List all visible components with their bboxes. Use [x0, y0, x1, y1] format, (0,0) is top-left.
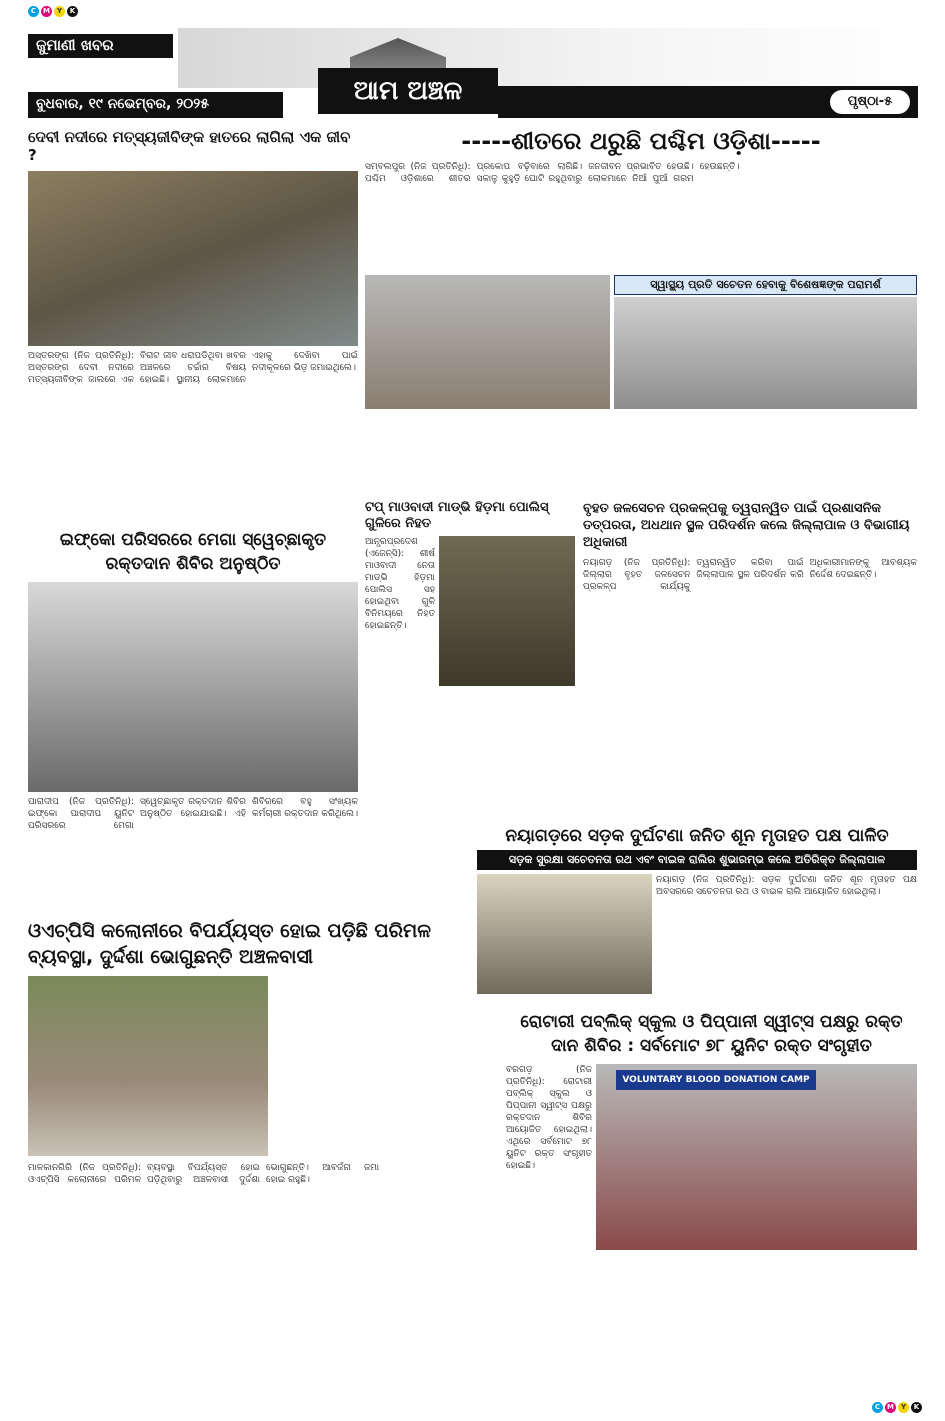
story-headline[interactable]: ଦେବୀ ନଦୀରେ ମତ୍ସ୍ୟଜୀବିଙ୍କ ହାତରେ ଲାଗିଲା ଏକ ଜୀବ ?: [28, 128, 351, 164]
story-ifco: [28, 528, 358, 914]
story-photo: [614, 297, 917, 409]
story-fisher: [28, 125, 358, 552]
story-photo: [28, 582, 358, 792]
section-title: ଆମ ଅଞ୍ଚଳ: [318, 68, 498, 114]
story-subhead: ସ୍ୱାସ୍ଥ୍ୟ ପ୍ରତି ସଚେତନ ହେବାକୁ ବିଶେଷଜ୍ଞଙ୍କ ପରାମର୍ଶ: [614, 275, 917, 295]
story-irrigation: [583, 500, 917, 857]
story-headline[interactable]: ନୟାଗଡ଼ରେ ସଡ଼କ ଦୁର୍ଘଟଣା ଜନିତ ଶୂନ ମୃତାହତ ପକ୍ଷ ପାଳିତ: [505, 826, 889, 846]
brand-name: ଜୁମାଣୀ ଖବର: [28, 34, 173, 58]
story-headline[interactable]: ରୋଟାରୀ ପବ୍ଲିକ୍ ସ୍କୁଲ ଓ ପିପ୍ପାନୀ ସ୍ୱୀଟ୍ସ ପକ୍ଷରୁ ରକ୍ତ ଦାନ ଶିବିର : ସର୍ବମୋଟ ୭୮ ୟୁନିଟ ରକ୍ତ ସଂଗୃହୀତ: [520, 1012, 903, 1056]
story-photo: [28, 976, 268, 1156]
story-body: ମାଳକାନଗିରି (ନିଜ ପ୍ରତିନିଧି): ଓଏଚ୍‌ପିସି କଲୋନୀରେ ପରିମଳ ବ୍ୟବସ୍ଥା ବିପର୍ଯ୍ୟସ୍ତ ହୋଇ ପଡ଼ିଥିବାରୁ ଅଞ୍ଚଳବାସୀ ଦୁର୍ଦ୍ଦଶା ଭୋଗୁଛନ୍ତି। ଆବର୍ଜନା ଜମା ହୋଇ ରହୁଛି।: [28, 1163, 379, 1185]
story-body: ନୟାଗଡ଼ (ନିଜ ପ୍ରତିନିଧି): ଜିଲ୍ଲାର ବୃହତ ଜଳସେଚନ ପ୍ରକଳ୍ପ କାର୍ଯ୍ୟକୁ ତ୍ୱରାନ୍ୱିତ କରିବା ପାଇଁ ଜିଲ୍ଲାପାଳ ସ୍ଥଳ ପରିଦର୍ଶନ କରି ଅଧିକାରୀମାନଙ୍କୁ ଆବଶ୍ୟକ ନିର୍ଦ୍ଦେଶ ଦେଇଛନ୍ତି।: [583, 558, 917, 592]
story-subhead: ସଡ଼କ ସୁରକ୍ଷା ସଚେତନତା ରଥ ଏବଂ ବାଇକ ରାଲିର ଶୁଭାରମ୍ଭ କଲେ ଅତିରିକ୍ତ ଜିଲ୍ଲାପାଳ: [477, 850, 917, 870]
story-nayagarh: [477, 826, 917, 1038]
story-body: ପାରାଦୀପ (ନିଜ ପ୍ରତିନିଧି): ଇଫ୍‌କୋ ପାରାଦୀପ ୟୁନିଟ ପରିସରରେ ମେଗା ସ୍ୱେଚ୍ଛାକୃତ ରକ୍ତଦାନ ଶିବିର ଅନୁଷ୍ଠିତ ହୋଇଯାଇଛି। ଏହି ଶିବିରରେ ବହୁ ସଂଖ୍ୟକ କର୍ମଚାରୀ ରକ୍ତଦାନ କରିଥିଲେ।: [28, 797, 358, 831]
page-number-badge: ପୃଷ୍ଠା-୫: [830, 90, 910, 114]
story-headline[interactable]: ବୃହତ ଜଳସେଚନ ପ୍ରକଳ୍ପକୁ ତ୍ୱରାନ୍ୱିତ ପାଇଁ ପ୍ରଶାସନିକ ତତ୍ପରତା, ଅଧଥାନ ସ୍ଥଳ ପରିଦର୍ଶନ କଲେ ଜିଲ୍ଲାପାଳ ଓ ବିଭାଗୀୟ ଅଧିକାରୀ: [583, 501, 910, 550]
story-rotary: [506, 1010, 917, 1421]
story-headline[interactable]: -----ଶୀତରେ ଥରୁଛି ପଶ୍ଚିମ ଓଡ଼ିଶା-----: [461, 127, 821, 155]
story-maoist: [365, 500, 575, 860]
cmyk-registration-icon: C M Y K: [872, 1402, 922, 1413]
story-body: ନୟାଗଡ଼ (ନିଜ ପ୍ରତିନିଧି): ସଡ଼କ ଦୁର୍ଘଟଣା ଜନିତ ଶୂନ ମୃତାହତ ପକ୍ଷ ଅବସରରେ ସଚେତନତା ରଥ ଓ ବାଇକ ରାଲି ଆୟୋଜିତ ହୋଇଥିଲା।: [656, 875, 917, 897]
story-headline[interactable]: ଟପ୍ ମାଓବାଦୀ ମାଡ୍‌ଭି ହିଡ଼ମା ପୋଲିସ୍ ଗୁଳିରେ ନିହତ: [365, 500, 549, 531]
story-photo: [477, 874, 652, 994]
story-photo: [28, 171, 358, 346]
story-body: ଆନ୍ଧ୍ରପ୍ରଦେଶ (ଏଜେନ୍ସି): ଶୀର୍ଷ ମାଓବାଦୀ ନେତା ମାଡ୍‌ଭି ହିଡ଼ମା ପୋଲିସ ସହ ହୋଇଥିବା ଗୁଳି ବିନିମୟରେ ନିହତ ହୋଇଛନ୍ତି।: [365, 537, 435, 631]
story-body: ବରଗଡ଼ (ନିଜ ପ୍ରତିନିଧି): ରୋଟାରୀ ପବ୍ଲିକ୍ ସ୍କୁଲ ଓ ପିପ୍ପାନୀ ସ୍ୱୀଟ୍ସ ପକ୍ଷରୁ ରକ୍ତଦାନ ଶିବିର ଆୟୋଜିତ ହୋଇଥିଲା। ଏଥିରେ ସର୍ବମୋଟ ୭୮ ୟୁନିଟ ରକ୍ତ ସଂଗୃହୀତ ହୋଇଛି।: [506, 1065, 592, 1171]
story-headline[interactable]: ଇଫ୍‌କୋ ପରିସରରେ ମେଗା ସ୍ୱେଚ୍ଛାକୃତ ରକ୍ତଦାନ ଶିବିର ଅନୁଷ୍ଠିତ: [59, 530, 327, 574]
story-photo: [439, 536, 575, 686]
masthead-illustration: [178, 28, 918, 88]
story-ohpc: [28, 918, 498, 1402]
photo-banner: VOLUNTARY BLOOD DONATION CAMP: [616, 1070, 816, 1090]
story-body: ସମ୍ବଲପୁର (ନିଜ ପ୍ରତିନିଧି): ପଶ୍ଚିମ ଓଡ଼ିଶାରେ ଶୀତର ପ୍ରକୋପ ବଢ଼ିବାରେ ଲାଗିଛି। ସକାଳୁ କୁହୁଡ଼ି ଘୋଟି ରହୁଥିବାରୁ ଜନଜୀବନ ପ୍ରଭାବିତ ହେଉଛି। ଲୋକମାନେ ନିଆଁ ପୁଆଁ ଗରମ ହେଉଛନ୍ତି।: [365, 162, 740, 184]
cmyk-registration-icon: C M Y K: [28, 6, 78, 17]
story-photo: [596, 1064, 917, 1250]
story-winter: [365, 125, 917, 540]
issue-date: ବୁଧବାର, ୧୯ ନଭେମ୍ବର, ୨୦୨୫: [28, 92, 283, 118]
masthead: [28, 28, 918, 120]
story-body: ଅସ୍ତରଙ୍ଗ (ନିଜ ପ୍ରତିନିଧି): ଅସ୍ତରଙ୍ଗ ଦେବୀ ନଦୀରେ ମତ୍ସ୍ୟଜୀବିଙ୍କ ଜାଲରେ ଏକ ବିରାଟ ଜୀବ ଧରାପଡିଥିବା ଖବର ଅଞ୍ଚଳରେ ଚର୍ଚ୍ଚାର ବିଷୟ ହୋଇଛି। ସ୍ଥାନୀୟ ଲୋକମାନେ ଏହାକୁ ଦେଖିବା ପାଇଁ ନଦୀକୂଳରେ ଭିଡ଼ ଜମାଇଥିଲେ।: [28, 351, 358, 385]
story-headline[interactable]: ଓଏଚ୍‌ପିସି କଲୋନୀରେ ବିପର୍ଯ୍ୟସ୍ତ ହୋଇ ପଡ଼ିଛି ପରିମଳ ବ୍ୟବସ୍ଥା, ଦୁର୍ଦ୍ଦଶା ଭୋଗୁଛନ୍ତି ଅଞ୍ଚଳବାସୀ: [28, 920, 431, 968]
story-photo: [365, 275, 610, 409]
